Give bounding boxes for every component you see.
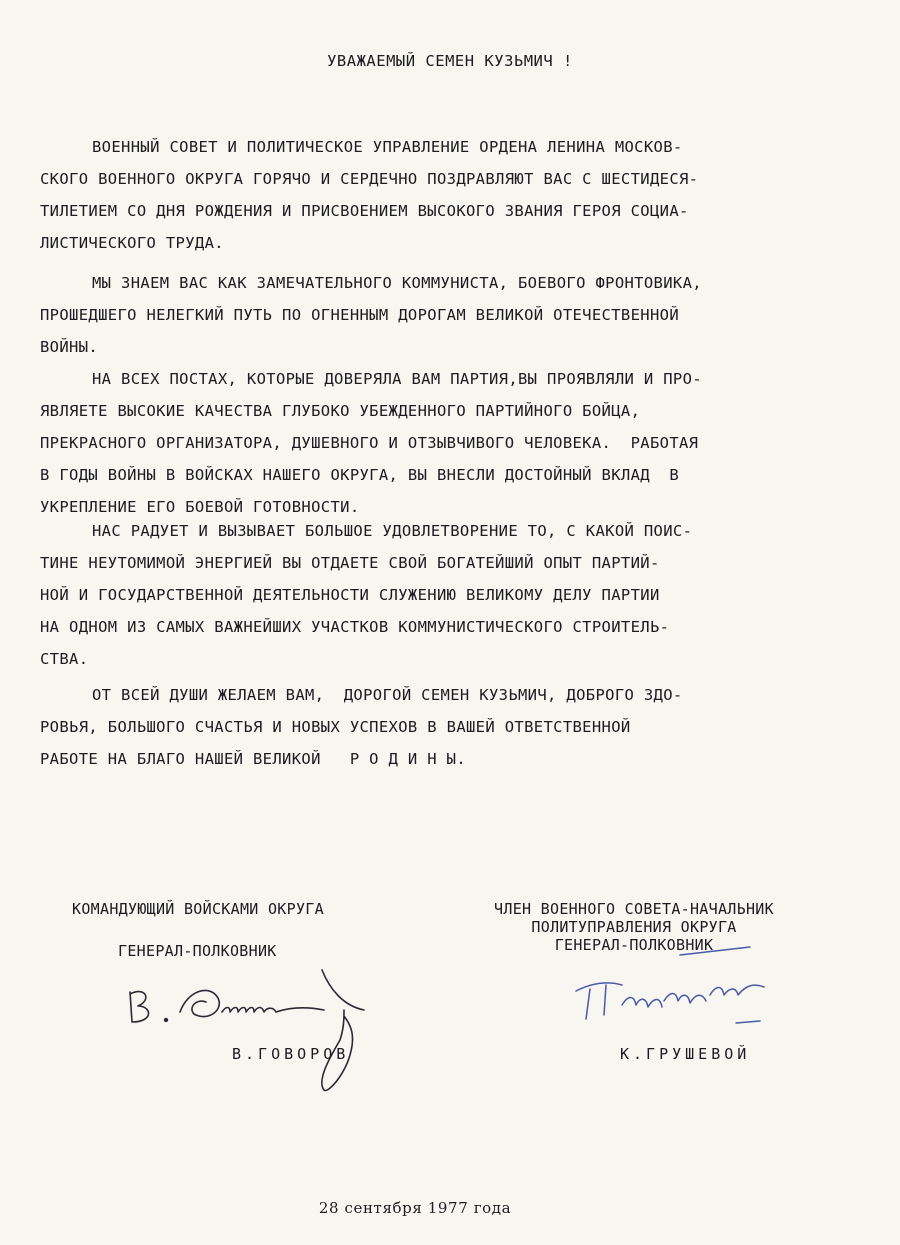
text-line: УКРЕПЛЕНИЕ ЕГО БОЕВОЙ ГОТОВНОСТИ. (40, 498, 360, 516)
text-line: НАС РАДУЕТ И ВЫЗЫВАЕТ БОЛЬШОЕ УДОВЛЕТВОРЕНИЕ ТО, С КАКОЙ ПОИС- (92, 522, 693, 540)
text-line: ТИЛЕТИЕМ СО ДНЯ РОЖДЕНИЯ И ПРИСВОЕНИЕМ ВЫСОКОГО ЗВАНИЯ ГЕРОЯ СОЦИА- (40, 202, 689, 220)
text-line: НА ВСЕХ ПОСТАХ, КОТОРЫЕ ДОВЕРЯЛА ВАМ ПАРТИЯ,ВЫ ПРОЯВЛЯЛИ И ПРО- (92, 370, 702, 388)
text-line: ПРОШЕДШЕГО НЕЛЕГКИЙ ПУТЬ ПО ОГНЕННЫМ ДОРОГАМ ВЕЛИКОЙ ОТЕЧЕСТВЕННОЙ (40, 306, 679, 324)
text-line: ВОЕННЫЙ СОВЕТ И ПОЛИТИЧЕСКОЕ УПРАВЛЕНИЕ ОРДЕНА ЛЕНИНА МОСКОВ- (92, 138, 683, 156)
greeting: УВАЖАЕМЫЙ СЕМЕН КУЗЬМИЧ ! (327, 52, 573, 70)
left-signer-title: КОМАНДУЮЩИЙ ВОЙСКАМИ ОКРУГА (72, 900, 324, 918)
left-signer-rank: ГЕНЕРАЛ-ПОЛКОВНИК (118, 942, 277, 960)
left-signer-name: В.ГОВОРОВ (232, 1045, 350, 1063)
text-line: РАБОТЕ НА БЛАГО НАШЕЙ ВЕЛИКОЙ Р О Д И Н Ы. (40, 750, 466, 768)
text-line: НА ОДНОМ ИЗ САМЫХ ВАЖНЕЙШИХ УЧАСТКОВ КОММУНИСТИЧЕСКОГО СТРОИТЕЛЬ- (40, 618, 670, 636)
right-signer-name: К.ГРУШЕВОЙ (620, 1045, 751, 1063)
text-line: ТИНЕ НЕУТОМИМОЙ ЭНЕРГИЕЙ ВЫ ОТДАЕТЕ СВОЙ БОГАТЕЙШИЙ ОПЫТ ПАРТИЙ- (40, 554, 660, 572)
text-line: ЛИСТИЧЕСКОГО ТРУДА. (40, 234, 224, 252)
text-line: РОВЬЯ, БОЛЬШОГО СЧАСТЬЯ И НОВЫХ УСПЕХОВ В ВАШЕЙ ОТВЕТСТВЕННОЙ (40, 718, 631, 736)
text-line: ВОЙНЫ. (40, 338, 99, 356)
text-line: МЫ ЗНАЕМ ВАС КАК ЗАМЕЧАТЕЛЬНОГО КОММУНИСТА, БОЕВОГО ФРОНТОВИКА, (92, 274, 702, 292)
text-line: НОЙ И ГОСУДАРСТВЕННОЙ ДЕЯТЕЛЬНОСТИ СЛУЖЕНИЮ ВЕЛИКОМУ ДЕЛУ ПАРТИИ (40, 586, 660, 604)
left-handwritten-signature (118, 950, 388, 1100)
text-line: СТВА. (40, 650, 89, 668)
right-handwritten-signature (560, 935, 800, 1035)
text-line: В ГОДЫ ВОЙНЫ В ВОЙСКАХ НАШЕГО ОКРУГА, ВЫ ВНЕСЛИ ДОСТОЙНЫЙ ВКЛАД В (40, 466, 679, 484)
text-line: ОТ ВСЕЙ ДУШИ ЖЕЛАЕМ ВАМ, ДОРОГОЙ СЕМЕН КУЗЬМИЧ, ДОБРОГО ЗДО- (92, 686, 683, 704)
text-line: СКОГО ВОЕННОГО ОКРУГА ГОРЯЧО И СЕРДЕЧНО ПОЗДРАВЛЯЮТ ВАС С ШЕСТИДЕСЯ- (40, 170, 699, 188)
right-signer-rank: ГЕНЕРАЛ-ПОЛКОВНИК (554, 936, 714, 954)
right-signer-title-line2: ПОЛИТУПРАВЛЕНИЯ ОКРУГА (531, 918, 737, 936)
letter-date: 28 сентября 1977 года (318, 1199, 512, 1217)
right-signer-title-line1: ЧЛЕН ВОЕННОГО СОВЕТА-НАЧАЛЬНИК (494, 900, 774, 918)
text-line: ПРЕКРАСНОГО ОРГАНИЗАТОРА, ДУШЕВНОГО И ОТЗЫВЧИВОГО ЧЕЛОВЕКА. РАБОТАЯ (40, 434, 699, 452)
text-line: ЯВЛЯЕТЕ ВЫСОКИЕ КАЧЕСТВА ГЛУБОКО УБЕЖДЕННОГО ПАРТИЙНОГО БОЙЦА, (40, 402, 641, 420)
